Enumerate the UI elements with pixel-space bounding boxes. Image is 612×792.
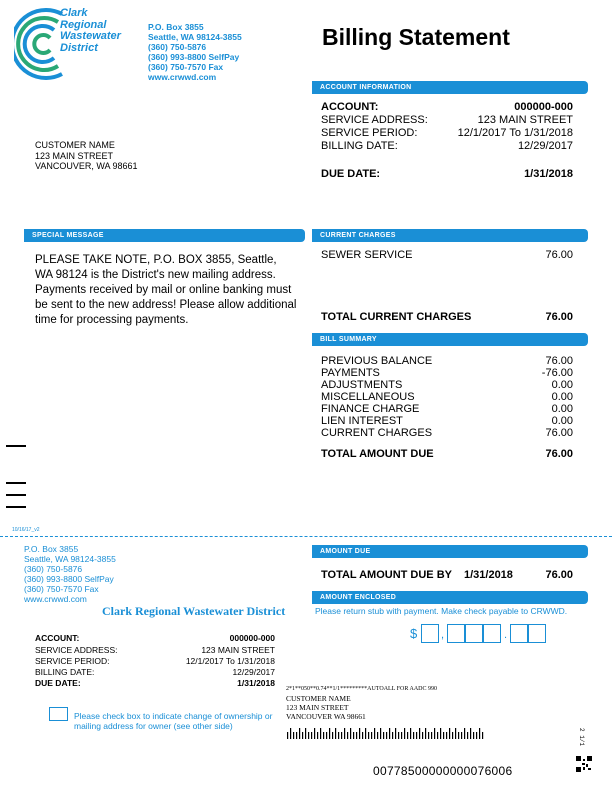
barcode-bar	[362, 732, 363, 739]
barcode-bar	[368, 732, 369, 739]
logo-wordmark	[60, 8, 121, 54]
summary-value: -76.00	[541, 367, 573, 379]
contact-city: Seattle, WA 98124-3855	[148, 32, 242, 42]
barcode-bar	[464, 728, 465, 739]
barcode-bar	[395, 728, 396, 739]
account-row	[321, 101, 573, 113]
barcode-bar	[401, 732, 402, 739]
barcode-bar	[428, 732, 429, 739]
postal-barcode	[287, 728, 487, 739]
barcode-bar	[293, 732, 294, 739]
barcode-bar	[341, 732, 342, 739]
change-of-address-text: Please check box to indicate change of ownership or mailing address for owner (see other side)	[74, 711, 273, 731]
stub-contact-fax: (360) 750-7570 Fax	[24, 584, 99, 594]
total-current-charges-label: TOTAL CURRENT CHARGES	[321, 311, 472, 323]
page-title: Billing Statement	[322, 24, 510, 50]
logo-line-2: Regional	[60, 18, 107, 31]
barcode-bar	[329, 728, 330, 739]
summary-value: 76.00	[545, 355, 573, 367]
summary-label: LIEN INTEREST	[321, 415, 403, 427]
barcode-bar	[317, 732, 318, 739]
stub-contact-city: Seattle, WA 98124-3855	[24, 554, 116, 564]
stub-due-date-row	[35, 678, 275, 688]
summary-label: PAYMENTS	[321, 367, 380, 379]
barcode-bar	[473, 732, 474, 739]
barcode-bar	[344, 728, 345, 739]
amount-due-row	[321, 569, 573, 581]
summary-row	[321, 391, 573, 403]
stub-contact-web: www.crwwd.com	[24, 594, 87, 604]
logo-line-4: District	[60, 41, 98, 54]
total-amount-due-row	[321, 448, 573, 460]
summary-row	[321, 415, 573, 427]
billing-date-row	[321, 140, 573, 152]
barcode-bar	[287, 732, 288, 739]
summary-label: ADJUSTMENTS	[321, 379, 403, 391]
summary-row	[321, 427, 573, 439]
barcode-bar	[365, 728, 366, 739]
barcode-bar	[437, 732, 438, 739]
amount-due-header: AMOUNT DUE	[312, 545, 588, 558]
page-mark	[6, 506, 26, 508]
barcode-bar	[338, 732, 339, 739]
stub-billing-date-label: BILLING DATE:	[35, 667, 95, 677]
barcode-bar	[440, 728, 441, 739]
summary-row	[321, 367, 573, 379]
charge-value: 76.00	[545, 249, 573, 261]
barcode-bar	[374, 728, 375, 739]
barcode-bar	[419, 728, 420, 739]
barcode-bar	[356, 732, 357, 739]
barcode-bar	[434, 728, 435, 739]
barcode-bar	[302, 732, 303, 739]
amount-digit-box[interactable]	[483, 624, 501, 643]
customer-address	[35, 140, 138, 172]
stub-due-date-value: 1/31/2018	[237, 678, 275, 688]
dollar-sign: $	[410, 626, 418, 641]
stub-service-period-value: 12/1/2017 To 1/31/2018	[185, 656, 275, 666]
amount-due-label-group	[321, 569, 513, 581]
stub-account-label: ACCOUNT:	[35, 633, 80, 643]
billing-date-label: BILLING DATE:	[321, 140, 398, 152]
barcode-bar	[389, 728, 390, 739]
mailing-address-block	[286, 685, 437, 721]
barcode-bar	[398, 732, 399, 739]
amount-digit-box[interactable]	[421, 624, 439, 643]
stub-service-address-row	[35, 645, 275, 655]
summary-label: FINANCE CHARGE	[321, 403, 420, 415]
amount-enclosed-instruction: Please return stub with payment. Make check payable to CRWWD.	[315, 606, 568, 616]
special-message-text: PLEASE TAKE NOTE, P.O. BOX 3855, Seattle, WA 98124 is the District's new mailing address. Payments received by mail or online banking must be sent to the new address! Please allow additional time for processing payments.	[35, 254, 297, 326]
amount-due-label: TOTAL AMOUNT DUE BY	[321, 569, 452, 581]
barcode-bar	[380, 728, 381, 739]
charge-row	[321, 249, 573, 261]
summary-label: MISCELLANEOUS	[321, 391, 415, 403]
stub-service-address-label: SERVICE ADDRESS:	[35, 645, 118, 655]
barcode-bar	[305, 728, 306, 739]
barcode-bar	[320, 728, 321, 739]
change-of-address-checkbox[interactable]	[49, 707, 68, 721]
summary-value: 0.00	[551, 403, 573, 415]
amount-due-date: 1/31/2018	[463, 569, 513, 581]
barcode-bar	[332, 732, 333, 739]
barcode-bar	[470, 728, 471, 739]
barcode-bar	[446, 732, 447, 739]
barcode-bar	[326, 732, 327, 739]
stub-contact-selfpay: (360) 993-8800 SelfPay	[24, 574, 114, 584]
barcode-bar	[299, 728, 300, 739]
due-date-label: DUE DATE:	[321, 168, 381, 180]
barcode-bar	[383, 732, 384, 739]
account-info-header: ACCOUNT INFORMATION	[312, 81, 588, 94]
barcode-bar	[347, 732, 348, 739]
barcode-bar	[476, 732, 477, 739]
contact-phone: (360) 750-5876	[148, 42, 207, 52]
barcode-bar	[404, 728, 405, 739]
summary-row	[321, 355, 573, 367]
stub-contact-phone: (360) 750-5876	[24, 564, 83, 574]
page-mark	[6, 445, 26, 447]
page-mark	[6, 482, 26, 484]
contact-block	[148, 22, 242, 82]
summary-value: 76.00	[545, 427, 573, 439]
service-period-label: SERVICE PERIOD:	[321, 127, 418, 139]
barcode-bar	[452, 732, 453, 739]
qr-code-icon	[576, 756, 592, 772]
amount-digit-box[interactable]	[447, 624, 465, 643]
stub-account-row	[35, 633, 275, 643]
account-label: ACCOUNT:	[321, 101, 379, 113]
summary-row	[321, 403, 573, 415]
mailing-street: 123 MAIN STREET	[286, 703, 349, 712]
total-current-charges-row	[321, 311, 573, 323]
summary-value: 0.00	[551, 379, 573, 391]
barcode-bar	[479, 728, 480, 739]
mailing-city: VANCOUVER WA 98661	[286, 712, 366, 721]
summary-value: 0.00	[551, 415, 573, 427]
amount-digit-box[interactable]	[465, 624, 483, 643]
service-address-label: SERVICE ADDRESS:	[321, 114, 428, 126]
billing-date-value: 12/29/2017	[517, 140, 573, 152]
page-mark	[6, 494, 26, 496]
barcode-bar	[449, 728, 450, 739]
barcode-bar	[323, 732, 324, 739]
service-address-row	[321, 114, 573, 126]
amount-period: .	[504, 629, 508, 641]
barcode-bar	[314, 728, 315, 739]
district-logo	[14, 8, 66, 80]
contact-selfpay: (360) 993-8800 SelfPay	[148, 52, 240, 62]
barcode-bar	[443, 732, 444, 739]
barcode-bar	[407, 732, 408, 739]
summary-label: CURRENT CHARGES	[321, 427, 433, 439]
stub-service-period-row	[35, 656, 275, 666]
customer-city: VANCOUVER, WA 98661	[35, 161, 138, 171]
barcode-bar	[455, 728, 456, 739]
mailing-name: CUSTOMER NAME	[286, 694, 351, 703]
total-current-charges-value: 76.00	[545, 311, 573, 323]
barcode-bar	[386, 732, 387, 739]
barcode-bar	[290, 728, 291, 739]
stub-district-name: Clark Regional Wastewater District	[102, 604, 286, 618]
barcode-bar	[482, 732, 483, 739]
amount-enclosed-header: AMOUNT ENCLOSED	[312, 591, 588, 604]
current-charges-header: CURRENT CHARGES	[312, 229, 588, 242]
account-value: 000000-000	[514, 101, 573, 113]
page-count-mark: 2 1/1	[578, 728, 585, 747]
barcode-bar	[377, 732, 378, 739]
amount-comma: ,	[441, 629, 445, 641]
stub-contact-block	[24, 544, 116, 604]
stub-billing-date-row	[35, 667, 275, 677]
barcode-bar	[308, 732, 309, 739]
scanline: 00778500000000076006	[373, 764, 513, 778]
barcode-bar	[335, 728, 336, 739]
stub-contact-po-box: P.O. Box 3855	[24, 544, 79, 554]
charge-label: SEWER SERVICE	[321, 249, 413, 261]
barcode-bar	[311, 732, 312, 739]
barcode-bar	[392, 732, 393, 739]
barcode-bar	[410, 728, 411, 739]
stub-due-date-label: DUE DATE:	[35, 678, 81, 688]
amount-digit-box[interactable]	[528, 624, 546, 643]
due-date-value: 1/31/2018	[524, 168, 573, 180]
barcode-bar	[425, 728, 426, 739]
barcode-bar	[467, 732, 468, 739]
special-message-header: SPECIAL MESSAGE	[24, 229, 305, 242]
logo-line-1: Clark	[60, 7, 88, 19]
barcode-bar	[431, 732, 432, 739]
summary-value: 0.00	[551, 391, 573, 403]
barcode-bar	[458, 732, 459, 739]
amount-due-value: 76.00	[545, 569, 573, 581]
total-amount-due-value: 76.00	[545, 448, 573, 460]
contact-fax: (360) 750-7570 Fax	[148, 62, 224, 72]
service-address-value: 123 MAIN STREET	[477, 114, 573, 126]
logo-line-3: Wastewater	[60, 30, 121, 42]
form-code: 10/16/17_v2	[12, 527, 40, 533]
barcode-bar	[359, 728, 360, 739]
contact-po-box: P.O. Box 3855	[148, 22, 204, 32]
bill-summary-header: BILL SUMMARY	[312, 333, 588, 346]
amount-digit-box[interactable]	[510, 624, 528, 643]
customer-name: CUSTOMER NAME	[35, 140, 115, 150]
contact-web: www.crwwd.com	[148, 72, 217, 82]
service-period-row	[321, 127, 573, 139]
stub-billing-date-value: 12/29/2017	[232, 667, 275, 677]
mailing-code-line: 2*1**050**0.74**1/1*********AUTOALL FOR AADC 990	[286, 686, 438, 692]
barcode-bar	[413, 732, 414, 739]
customer-street: 123 MAIN STREET	[35, 150, 114, 161]
barcode-bar	[350, 728, 351, 739]
barcode-bar	[461, 732, 462, 739]
stub-service-address-value: 123 MAIN STREET	[201, 645, 275, 655]
barcode-bar	[371, 732, 372, 739]
stub-account-value: 000000-000	[229, 633, 275, 643]
due-date-row	[321, 168, 573, 180]
barcode-bar	[422, 732, 423, 739]
total-amount-due-label: TOTAL AMOUNT DUE	[321, 448, 434, 460]
summary-row	[321, 379, 573, 391]
barcode-bar	[353, 732, 354, 739]
barcode-bar	[416, 732, 417, 739]
service-period-value: 12/1/2017 To 1/31/2018	[457, 127, 573, 139]
barcode-bar	[296, 732, 297, 739]
stub-service-period-label: SERVICE PERIOD:	[35, 656, 110, 666]
perforation-line	[0, 536, 612, 537]
summary-label: PREVIOUS BALANCE	[321, 355, 433, 367]
